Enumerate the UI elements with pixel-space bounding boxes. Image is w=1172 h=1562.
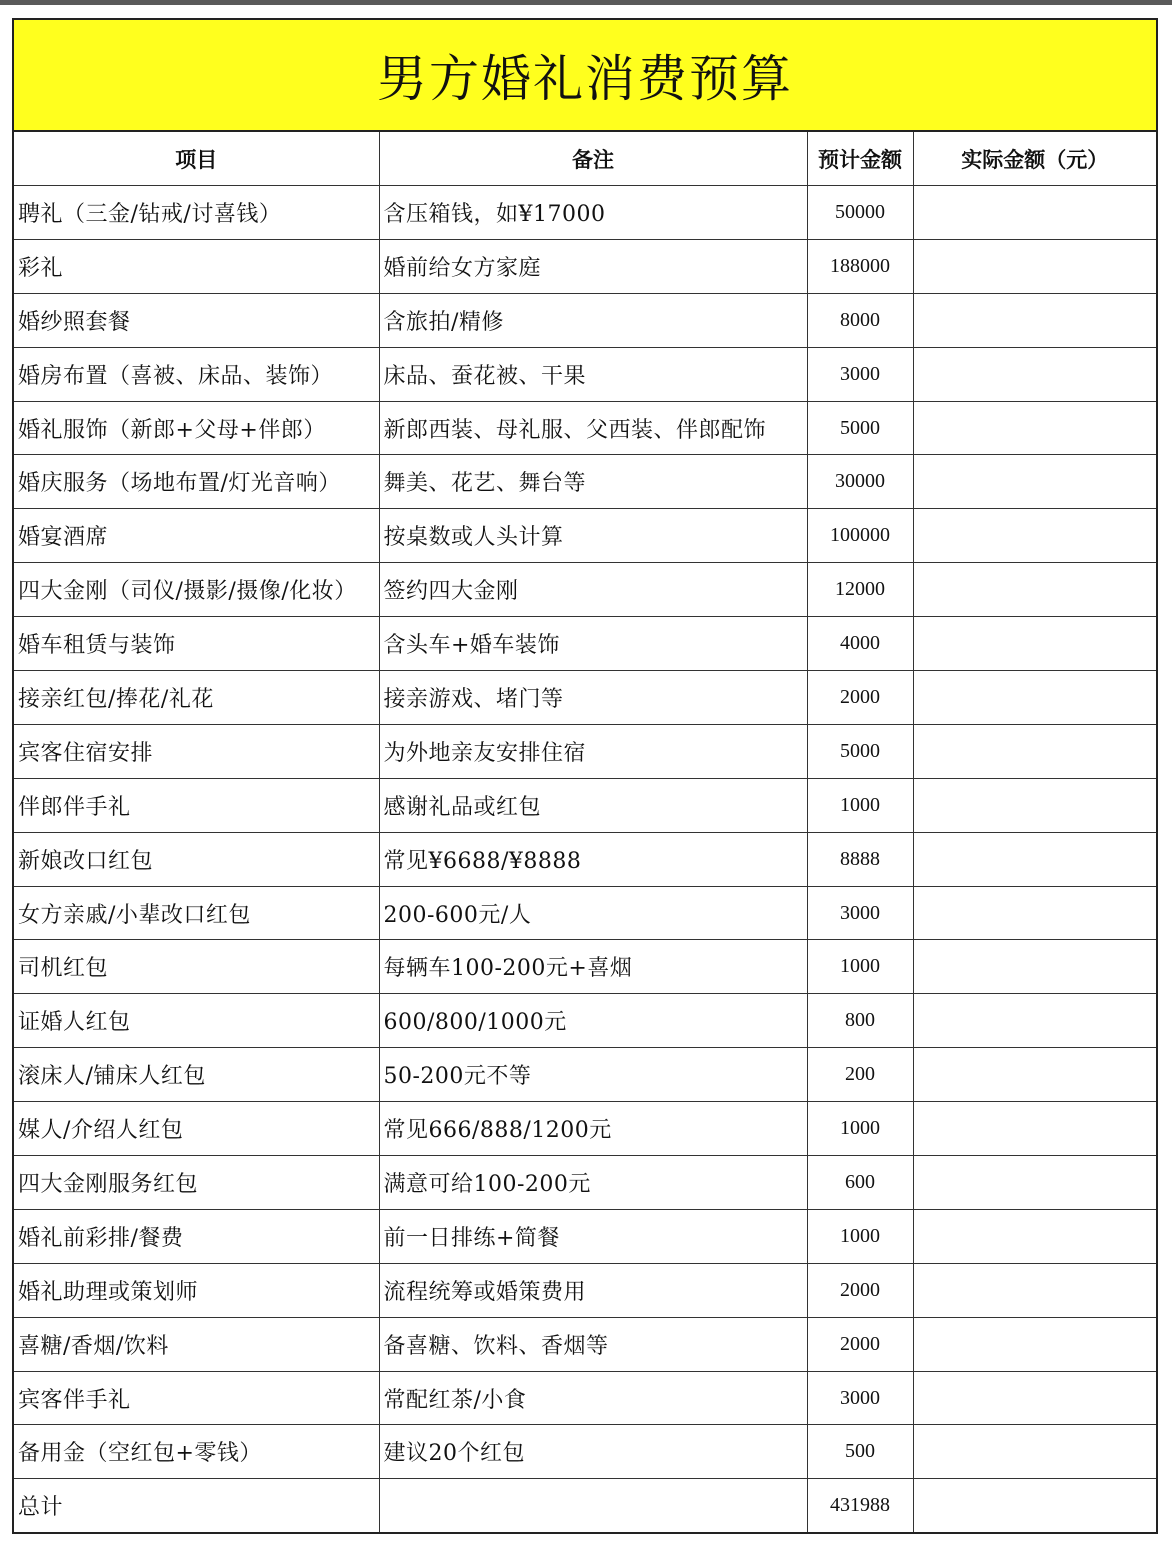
cell-actual-amount [913, 671, 1156, 725]
page-title: 男方婚礼消费预算 [377, 50, 793, 108]
cell-actual-amount [913, 401, 1156, 455]
cell-item: 备用金（空红包+零钱） [14, 1425, 379, 1479]
cell-actual-amount [913, 832, 1156, 886]
cell-note: 常见666/888/1200元 [379, 1102, 807, 1156]
cell-note: 含压箱钱，如¥17000 [379, 186, 807, 240]
table-row [14, 778, 1156, 832]
table-row [14, 1425, 1156, 1479]
table-row [14, 509, 1156, 563]
cell-item: 女方亲戚/小辈改口红包 [14, 886, 379, 940]
cell-note: 接亲游戏、堵门等 [379, 671, 807, 725]
table-row [14, 671, 1156, 725]
cell-note: 感谢礼品或红包 [379, 778, 807, 832]
cell-actual-amount [913, 778, 1156, 832]
cell-item: 伴郎伴手礼 [14, 778, 379, 832]
cell-actual-amount [913, 617, 1156, 671]
cell-actual-amount [913, 455, 1156, 509]
cell-actual-amount [913, 940, 1156, 994]
table-row [14, 940, 1156, 994]
cell-actual-amount [913, 1317, 1156, 1371]
cell-planned-amount: 3000 [807, 886, 913, 940]
cell-actual-amount [913, 563, 1156, 617]
cell-item: 媒人/介绍人红包 [14, 1102, 379, 1156]
table-row [14, 1209, 1156, 1263]
cell-planned-amount: 1000 [807, 778, 913, 832]
cell-item: 新娘改口红包 [14, 832, 379, 886]
cell-planned-amount: 3000 [807, 1371, 913, 1425]
cell-item: 婚庆服务（场地布置/灯光音响） [14, 455, 379, 509]
cell-note: 签约四大金刚 [379, 563, 807, 617]
cell-note: 建议20个红包 [379, 1425, 807, 1479]
cell-item: 滚床人/铺床人红包 [14, 1048, 379, 1102]
table-row [14, 1048, 1156, 1102]
table-row [14, 401, 1156, 455]
table-row [14, 347, 1156, 401]
cell-item: 婚礼助理或策划师 [14, 1263, 379, 1317]
header-note: 备注 [379, 132, 807, 186]
cell-planned-amount: 2000 [807, 671, 913, 725]
cell-planned-amount: 431988 [807, 1479, 913, 1532]
cell-item: 司机红包 [14, 940, 379, 994]
cell-note: 常配红茶/小食 [379, 1371, 807, 1425]
cell-planned-amount: 5000 [807, 724, 913, 778]
cell-planned-amount: 500 [807, 1425, 913, 1479]
total-row [14, 1479, 1156, 1532]
cell-note: 婚前给女方家庭 [379, 239, 807, 293]
cell-actual-amount [913, 239, 1156, 293]
cell-planned-amount: 600 [807, 1156, 913, 1210]
cell-item: 彩礼 [14, 239, 379, 293]
cell-item: 婚纱照套餐 [14, 293, 379, 347]
cell-actual-amount [913, 186, 1156, 240]
cell-planned-amount: 1000 [807, 940, 913, 994]
cell-planned-amount: 200 [807, 1048, 913, 1102]
cell-planned-amount: 50000 [807, 186, 913, 240]
cell-actual-amount [913, 994, 1156, 1048]
cell-planned-amount: 8000 [807, 293, 913, 347]
table-row [14, 455, 1156, 509]
table-body [14, 186, 1156, 1533]
cell-note: 为外地亲友安排住宿 [379, 724, 807, 778]
cell-actual-amount [913, 1479, 1156, 1532]
cell-actual-amount [913, 1263, 1156, 1317]
cell-actual-amount [913, 724, 1156, 778]
cell-planned-amount: 4000 [807, 617, 913, 671]
cell-item: 宾客住宿安排 [14, 724, 379, 778]
table-row [14, 186, 1156, 240]
cell-planned-amount: 100000 [807, 509, 913, 563]
table-row [14, 994, 1156, 1048]
cell-planned-amount: 800 [807, 994, 913, 1048]
cell-note: 含旅拍/精修 [379, 293, 807, 347]
cell-note: 600/800/1000元 [379, 994, 807, 1048]
table-row [14, 832, 1156, 886]
table-row [14, 1371, 1156, 1425]
cell-note: 新郎西装、母礼服、父西装、伴郎配饰 [379, 401, 807, 455]
cell-note: 流程统筹或婚策费用 [379, 1263, 807, 1317]
cell-note: 床品、蚕花被、干果 [379, 347, 807, 401]
table-row [14, 1317, 1156, 1371]
cell-note [379, 1479, 807, 1532]
cell-actual-amount [913, 886, 1156, 940]
cell-actual-amount [913, 1209, 1156, 1263]
cell-planned-amount: 1000 [807, 1102, 913, 1156]
cell-item: 婚车租赁与装饰 [14, 617, 379, 671]
cell-item: 证婚人红包 [14, 994, 379, 1048]
header-row [14, 132, 1156, 186]
cell-planned-amount: 2000 [807, 1263, 913, 1317]
table-row [14, 724, 1156, 778]
cell-actual-amount [913, 1156, 1156, 1210]
cell-item: 婚礼服饰（新郎+父母+伴郎） [14, 401, 379, 455]
table-row [14, 563, 1156, 617]
cell-note: 满意可给100-200元 [379, 1156, 807, 1210]
cell-actual-amount [913, 1102, 1156, 1156]
budget-sheet [12, 18, 1158, 1534]
cell-actual-amount [913, 1425, 1156, 1479]
cell-note: 每辆车100-200元+喜烟 [379, 940, 807, 994]
cell-item: 聘礼（三金/钻戒/讨喜钱） [14, 186, 379, 240]
title-banner [14, 20, 1156, 132]
cell-planned-amount: 3000 [807, 347, 913, 401]
cell-actual-amount [913, 347, 1156, 401]
cell-note: 常见¥6688/¥8888 [379, 832, 807, 886]
cell-actual-amount [913, 1048, 1156, 1102]
top-edge-bar [0, 0, 1172, 5]
header-planned: 预计金额 [807, 132, 913, 186]
table-row [14, 1156, 1156, 1210]
cell-item: 总计 [14, 1479, 379, 1532]
header-actual: 实际金额（元） [913, 132, 1156, 186]
cell-planned-amount: 1000 [807, 1209, 913, 1263]
table-row [14, 617, 1156, 671]
cell-actual-amount [913, 293, 1156, 347]
cell-note: 200-600元/人 [379, 886, 807, 940]
table-row [14, 239, 1156, 293]
cell-note: 前一日排练+简餐 [379, 1209, 807, 1263]
cell-actual-amount [913, 1371, 1156, 1425]
cell-note: 按桌数或人头计算 [379, 509, 807, 563]
cell-planned-amount: 5000 [807, 401, 913, 455]
cell-note: 备喜糖、饮料、香烟等 [379, 1317, 807, 1371]
table-row [14, 293, 1156, 347]
cell-item: 喜糖/香烟/饮料 [14, 1317, 379, 1371]
cell-planned-amount: 12000 [807, 563, 913, 617]
cell-planned-amount: 30000 [807, 455, 913, 509]
cell-item: 接亲红包/捧花/礼花 [14, 671, 379, 725]
table-row [14, 1263, 1156, 1317]
cell-item: 四大金刚服务红包 [14, 1156, 379, 1210]
cell-item: 四大金刚（司仪/摄影/摄像/化妆） [14, 563, 379, 617]
cell-actual-amount [913, 509, 1156, 563]
cell-note: 50-200元不等 [379, 1048, 807, 1102]
cell-item: 宾客伴手礼 [14, 1371, 379, 1425]
cell-item: 婚礼前彩排/餐费 [14, 1209, 379, 1263]
cell-item: 婚宴酒席 [14, 509, 379, 563]
cell-item: 婚房布置（喜被、床品、装饰） [14, 347, 379, 401]
header-item: 项目 [14, 132, 379, 186]
table-row [14, 1102, 1156, 1156]
cell-note: 舞美、花艺、舞台等 [379, 455, 807, 509]
cell-planned-amount: 2000 [807, 1317, 913, 1371]
cell-planned-amount: 8888 [807, 832, 913, 886]
table-row [14, 886, 1156, 940]
cell-note: 含头车+婚车装饰 [379, 617, 807, 671]
budget-table [14, 132, 1156, 1532]
cell-planned-amount: 188000 [807, 239, 913, 293]
